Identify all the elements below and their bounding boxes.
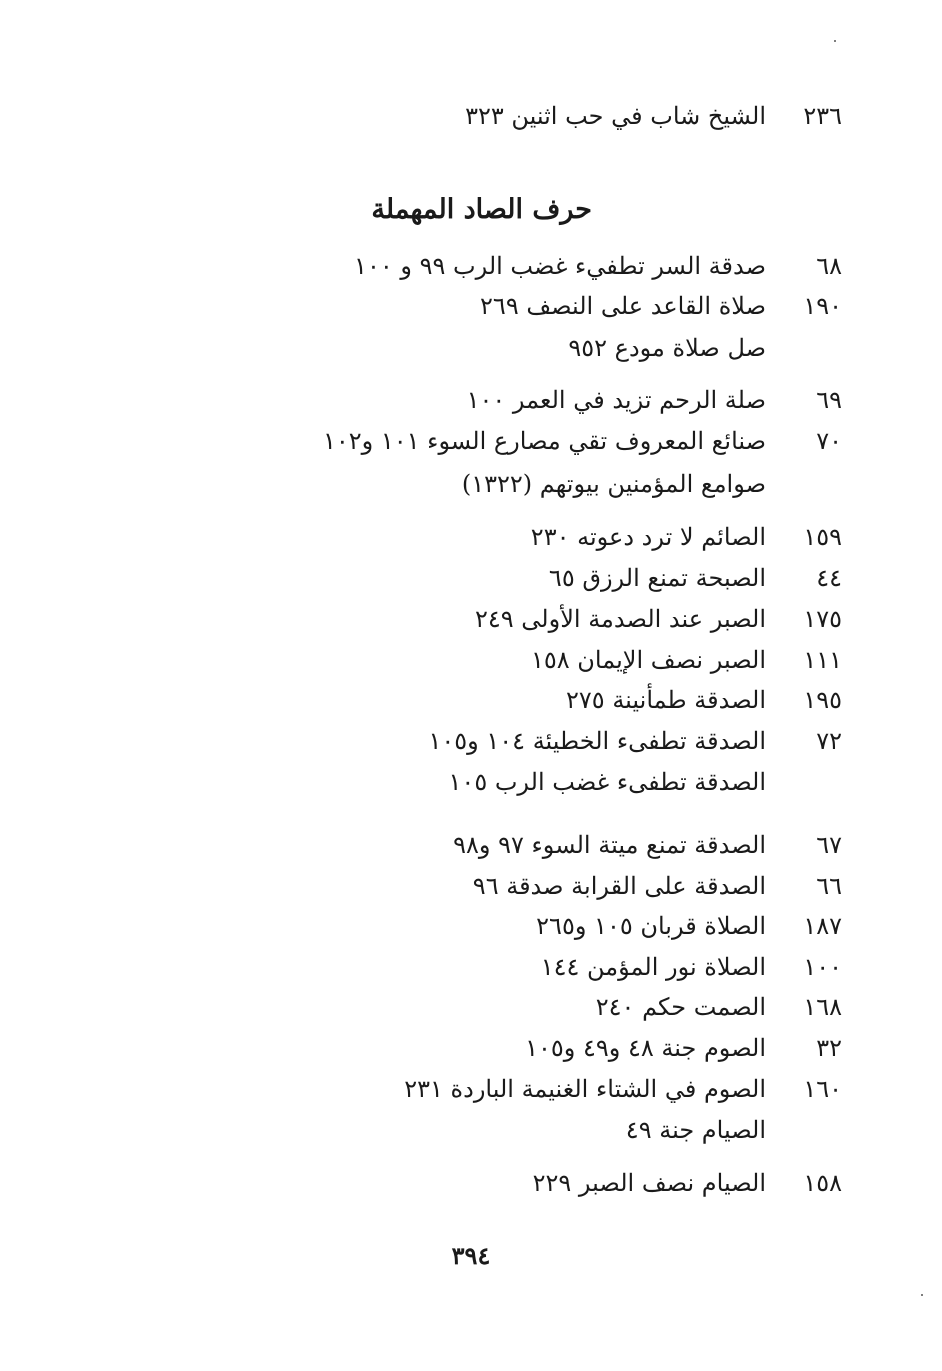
index-entry xyxy=(62,421,842,461)
index-entry xyxy=(82,987,842,1027)
entry-text: الصدقة على القرابة صدقة ٩٦ xyxy=(472,872,766,900)
entry-text: الصدقة تطفىء الخطيئة ١٠٤ و١٠٥ xyxy=(428,727,766,755)
paper-speck xyxy=(834,40,836,42)
entry-number: ٦٦ xyxy=(816,872,842,900)
index-entry-continuation xyxy=(82,1110,842,1150)
entry-text: الصائم لا ترد دعوته ٢٣٠ xyxy=(530,523,766,551)
entry-number: ٦٧ xyxy=(816,831,842,859)
index-entry xyxy=(82,680,842,720)
entry-number: ١٦٠ xyxy=(803,1075,842,1103)
index-entry xyxy=(82,1069,842,1109)
entry-text: الصلاة قربان ١٠٥ و٢٦٥ xyxy=(536,912,766,940)
index-entry-continuation xyxy=(82,762,842,802)
entry-text: الصمت حكم ٢٤٠ xyxy=(595,993,766,1021)
index-entry xyxy=(82,825,842,865)
index-entry xyxy=(82,599,842,639)
index-entry xyxy=(82,906,842,946)
entry-number: ١٥٨ xyxy=(803,1169,842,1197)
entry-text: الصوم في الشتاء الغنيمة الباردة ٢٣١ xyxy=(404,1075,766,1103)
entry-text: الصبر نصف الإيمان ١٥٨ xyxy=(530,646,766,674)
entry-number: ٢٣٦ xyxy=(803,102,842,130)
index-entry xyxy=(82,721,842,761)
entry-text: الصدقة تمنع ميتة السوء ٩٧ و٩٨ xyxy=(453,831,766,859)
index-entry xyxy=(82,866,842,906)
index-entry xyxy=(82,1163,842,1203)
entry-text: الشيخ شاب في حب اثنين ٣٢٣ xyxy=(465,102,766,130)
entry-number: ١٩٠ xyxy=(803,292,842,320)
index-entry-continuation xyxy=(82,464,842,504)
entry-text: الصبحة تمنع الرزق ٦٥ xyxy=(548,564,766,592)
entry-text: الصيام نصف الصبر ٢٢٩ xyxy=(532,1169,766,1197)
entry-number: ١٨٧ xyxy=(803,912,842,940)
index-entry xyxy=(82,947,842,987)
index-entry xyxy=(82,246,842,286)
entry-number: ١٩٥ xyxy=(803,686,842,714)
entry-number: ٦٨ xyxy=(816,252,842,280)
entry-text: الصبر عند الصدمة الأولى ٢٤٩ xyxy=(475,605,766,633)
section-heading: حرف الصاد المهملة xyxy=(371,194,592,225)
entry-number: ١١١ xyxy=(803,646,842,674)
entry-number: ١٧٥ xyxy=(803,605,842,633)
entry-text: صلاة القاعد على النصف ٢٦٩ xyxy=(480,292,766,320)
entry-number: ١٥٩ xyxy=(803,523,842,551)
entry-text: صلة الرحم تزيد في العمر ١٠٠ xyxy=(466,386,766,414)
paper-speck xyxy=(921,1294,923,1296)
entry-number: ٣٢ xyxy=(816,1034,842,1062)
entry-text: الصدقة تطفىء غضب الرب ١٠٥ xyxy=(448,768,766,796)
index-entry xyxy=(82,517,842,557)
index-entry xyxy=(82,286,842,326)
entry-text: الصيام جنة ٤٩ xyxy=(625,1116,766,1144)
index-entry xyxy=(82,1028,842,1068)
index-entry xyxy=(122,96,842,136)
index-entry xyxy=(82,640,842,680)
index-entry-continuation xyxy=(82,328,842,368)
entry-text: الصدقة طمأنينة ٢٧٥ xyxy=(566,686,766,714)
entry-number: ٤٤ xyxy=(816,564,842,592)
entry-text: صل صلاة مودع ٩٥٢ xyxy=(568,334,766,362)
entry-number: ١٠٠ xyxy=(803,953,842,981)
entry-number: ٧٠ xyxy=(816,427,842,455)
entry-number: ١٦٨ xyxy=(803,993,842,1021)
entry-text: صوامع المؤمنين بيوتهم (١٣٢٢) xyxy=(461,470,766,498)
entry-text: الصلاة نور المؤمن ١٤٤ xyxy=(540,953,766,981)
entry-number: ٧٢ xyxy=(816,727,842,755)
entry-number: ٦٩ xyxy=(816,386,842,414)
entry-text: صدقة السر تطفيء غضب الرب ٩٩ و ١٠٠ xyxy=(354,252,766,280)
index-entry xyxy=(82,558,842,598)
entry-text: صنائع المعروف تقي مصارع السوء ١٠١ و١٠٢ xyxy=(322,427,766,455)
entry-text: الصوم جنة ٤٨ و٤٩ و١٠٥ xyxy=(525,1034,766,1062)
index-entry xyxy=(82,380,842,420)
page-number: ٣٩٤ xyxy=(451,1241,491,1270)
